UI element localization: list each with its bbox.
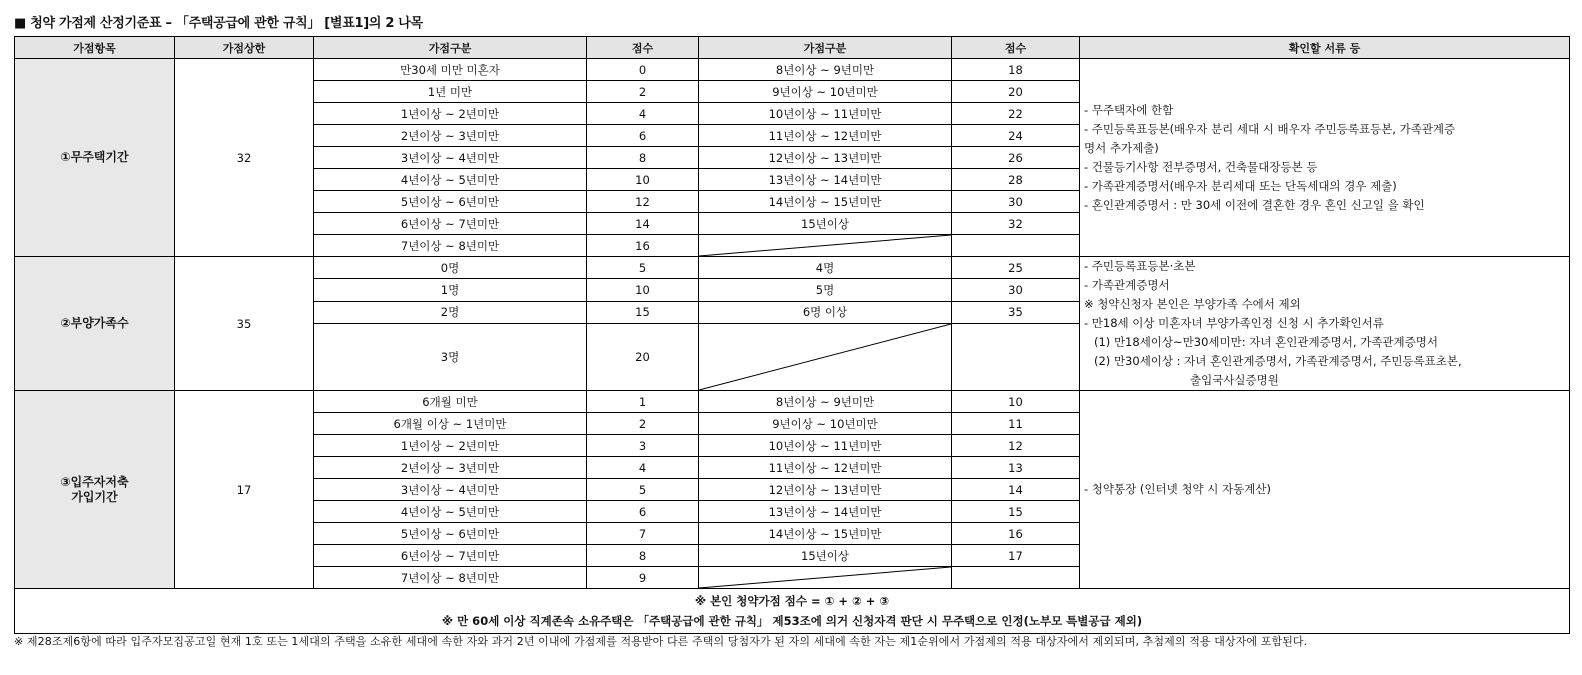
document-line: - 청약통장 (인터넷 청약 시 자동계산) xyxy=(1084,482,1271,496)
header-score-left: 점수 xyxy=(587,37,699,59)
document-line: 출입국사실증명원 xyxy=(1190,373,1279,387)
division-label: 7년이상 ~ 8년미만 xyxy=(314,235,587,257)
header-cap: 가점상한 xyxy=(175,37,314,59)
score-value: 20 xyxy=(587,323,699,390)
division-label: 14년이상 ~ 15년미만 xyxy=(699,523,952,545)
score-value: 4 xyxy=(587,103,699,125)
score-value: 10 xyxy=(587,279,699,301)
table-row xyxy=(15,257,1570,279)
score-value: 12 xyxy=(587,191,699,213)
score-value: 18 xyxy=(952,59,1080,81)
score-value: 1 xyxy=(587,391,699,413)
score-value: 2 xyxy=(587,81,699,103)
score-value: 16 xyxy=(587,235,699,257)
empty-diagonal-cell xyxy=(699,323,952,390)
parent-home-note: ※ 만 60세 이상 직계존속 소유주택은 「주택공급에 관한 규칙」 제53조에 의거 신청자격 판단 시 무주택으로 인정(노부모 특별공급 제외) xyxy=(441,614,1143,628)
division-label: 5명 xyxy=(699,279,952,301)
score-value: 7 xyxy=(587,523,699,545)
division-label: 6개월 이상 ~ 1년미만 xyxy=(314,413,587,435)
document-line: - 무주택자에 한함 xyxy=(1084,102,1174,117)
score-value: 3 xyxy=(587,435,699,457)
division-label: 9년이상 ~ 10년미만 xyxy=(699,413,952,435)
division-label: 15년이상 xyxy=(699,213,952,235)
score-value: 14 xyxy=(587,213,699,235)
diagonal-line xyxy=(699,324,951,390)
header-category: 가점항목 xyxy=(15,37,175,59)
empty-score-cell xyxy=(952,235,1080,257)
empty-diagonal-cell xyxy=(699,567,952,589)
division-label: 4년이상 ~ 5년미만 xyxy=(314,501,587,523)
cap-value: 32 xyxy=(175,59,314,257)
document-line: - 가족관계증명서(배우자 분리세대 또는 단독세대의 경우 제출) xyxy=(1084,178,1397,193)
division-label: 2년이상 ~ 3년미만 xyxy=(314,125,587,147)
score-value: 17 xyxy=(952,545,1080,567)
division-label: 6년이상 ~ 7년미만 xyxy=(314,213,587,235)
header-documents: 확인할 서류 등 xyxy=(1080,37,1570,59)
table-row xyxy=(15,59,1570,81)
division-label: 5년이상 ~ 6년미만 xyxy=(314,191,587,213)
division-label: 11년이상 ~ 12년미만 xyxy=(699,457,952,479)
division-label: 14년이상 ~ 15년미만 xyxy=(699,191,952,213)
score-value: 14 xyxy=(952,479,1080,501)
score-value: 5 xyxy=(587,479,699,501)
division-label: 0명 xyxy=(314,257,587,279)
score-value: 16 xyxy=(952,523,1080,545)
document-line: 명서 추가제출) xyxy=(1084,140,1159,155)
document-line: (1) 만18세이상~만30세미만: 자녀 혼인관계증명서, 가족관계증명서 xyxy=(1094,335,1438,349)
score-value: 20 xyxy=(952,81,1080,103)
division-label: 12년이상 ~ 13년미만 xyxy=(699,479,952,501)
cap-value: 35 xyxy=(175,257,314,391)
division-label: 13년이상 ~ 14년미만 xyxy=(699,169,952,191)
header-row xyxy=(15,37,1570,59)
division-label: 4명 xyxy=(699,257,952,279)
empty-score-cell xyxy=(952,567,1080,589)
diagonal-line xyxy=(699,235,951,256)
score-value: 15 xyxy=(952,501,1080,523)
score-value: 10 xyxy=(952,391,1080,413)
division-label: 13년이상 ~ 14년미만 xyxy=(699,501,952,523)
score-value: 5 xyxy=(587,257,699,279)
document-line: - 건물등기사항 전부증명서, 건축물대장등본 등 xyxy=(1084,159,1318,174)
score-value: 32 xyxy=(952,213,1080,235)
division-label: 10년이상 ~ 11년미만 xyxy=(699,435,952,457)
division-label: 2년이상 ~ 3년미만 xyxy=(314,457,587,479)
score-value: 25 xyxy=(952,257,1080,279)
division-label: 10년이상 ~ 11년미만 xyxy=(699,103,952,125)
empty-diagonal-cell xyxy=(699,235,952,257)
cap-value: 17 xyxy=(175,391,314,589)
division-label: 5년이상 ~ 6년미만 xyxy=(314,523,587,545)
empty-score-cell xyxy=(952,323,1080,390)
page-title: ■ 청약 가점제 산정기준표 – 「주택공급에 관한 규칙」 [별표1]의 2 나목 xyxy=(14,16,423,31)
score-value: 22 xyxy=(952,103,1080,125)
score-value: 28 xyxy=(952,169,1080,191)
score-value: 30 xyxy=(952,191,1080,213)
division-label: 1명 xyxy=(314,279,587,301)
documents-cell xyxy=(1080,391,1570,589)
document-line: - 혼인관계증명서 : 만 30세 이전에 결혼한 경우 혼인 신고일 을 확인 xyxy=(1084,197,1425,212)
division-label: 1년이상 ~ 2년미만 xyxy=(314,435,587,457)
footer-cell xyxy=(15,589,1570,634)
score-value: 9 xyxy=(587,567,699,589)
document-line: ※ 청약신청자 본인은 부양가족 수에서 제외 xyxy=(1084,297,1301,311)
score-value: 13 xyxy=(952,457,1080,479)
document-line: - 주민등록표등본·초본 xyxy=(1084,259,1196,273)
division-label: 11년이상 ~ 12년미만 xyxy=(699,125,952,147)
division-label: 2명 xyxy=(314,301,587,323)
division-label: 8년이상 ~ 9년미만 xyxy=(699,391,952,413)
score-value: 12 xyxy=(952,435,1080,457)
total-score-formula: ※ 본인 청약가점 점수 = ① + ② + ③ xyxy=(694,594,890,608)
division-label: 1년 미만 xyxy=(314,81,587,103)
division-label: 7년이상 ~ 8년미만 xyxy=(314,567,587,589)
document-line: - 가족관계증명서 xyxy=(1084,278,1170,292)
division-label: 1년이상 ~ 2년미만 xyxy=(314,103,587,125)
score-value: 15 xyxy=(587,301,699,323)
division-label: 8년이상 ~ 9년미만 xyxy=(699,59,952,81)
score-value: 8 xyxy=(587,545,699,567)
diagonal-line xyxy=(699,567,951,588)
division-label: 15년이상 xyxy=(699,545,952,567)
score-value: 6 xyxy=(587,501,699,523)
division-label: 9년이상 ~ 10년미만 xyxy=(699,81,952,103)
score-value: 6 xyxy=(587,125,699,147)
score-value: 11 xyxy=(952,413,1080,435)
score-value: 8 xyxy=(587,147,699,169)
score-value: 35 xyxy=(952,301,1080,323)
document-line: - 주민등록표등본(배우자 분리 세대 시 배우자 주민등록표등본, 가족관계증 xyxy=(1084,121,1456,136)
bottom-note: ※ 제28조제6항에 따라 입주자모집공고일 현재 1호 또는 1세대의 주택을 소유한 세대에 속한 자와 과거 2년 이내에 가점제를 적용받아 다른 주택의 당첨자가 된 자의 세대에 속한 자는 제1순위에서 가점제의 적용 대상자에서 제외되며, 추첨제의 적용 대상자에 포함된다. xyxy=(14,635,1308,648)
division-label: 6명 이상 xyxy=(699,301,952,323)
division-label: 12년이상 ~ 13년미만 xyxy=(699,147,952,169)
score-value: 0 xyxy=(587,59,699,81)
division-label: 6개월 미만 xyxy=(314,391,587,413)
division-label: 6년이상 ~ 7년미만 xyxy=(314,545,587,567)
document-line: (2) 만30세이상 : 자녀 혼인관계증명서, 가족관계증명서, 주민등록표초본, xyxy=(1094,354,1462,368)
score-value: 26 xyxy=(952,147,1080,169)
category-line: ③입주자저축 xyxy=(60,474,129,489)
header-division-right: 가점구분 xyxy=(699,37,952,59)
score-value: 30 xyxy=(952,279,1080,301)
category-dependents: ②부양가족수 xyxy=(15,257,175,391)
score-table xyxy=(14,36,1570,634)
category-no-home-period: ①무주택기간 xyxy=(15,59,175,257)
documents-cell xyxy=(1080,59,1570,257)
header-division-left: 가점구분 xyxy=(314,37,587,59)
division-label: 만30세 미만 미혼자 xyxy=(314,59,587,81)
division-label: 3년이상 ~ 4년미만 xyxy=(314,479,587,501)
division-label: 3명 xyxy=(314,323,587,390)
category-line: 가입기간 xyxy=(71,489,118,504)
table-row xyxy=(15,391,1570,413)
category-savings-period xyxy=(15,391,175,589)
document-line: - 만18세 이상 미혼자녀 부양가족인정 신청 시 추가확인서류 xyxy=(1084,316,1384,330)
score-value: 4 xyxy=(587,457,699,479)
footer-row xyxy=(15,589,1570,634)
score-value: 10 xyxy=(587,169,699,191)
documents-cell xyxy=(1080,257,1570,391)
division-label: 4년이상 ~ 5년미만 xyxy=(314,169,587,191)
header-score-right: 점수 xyxy=(952,37,1080,59)
division-label: 3년이상 ~ 4년미만 xyxy=(314,147,587,169)
score-value: 24 xyxy=(952,125,1080,147)
score-value: 2 xyxy=(587,413,699,435)
